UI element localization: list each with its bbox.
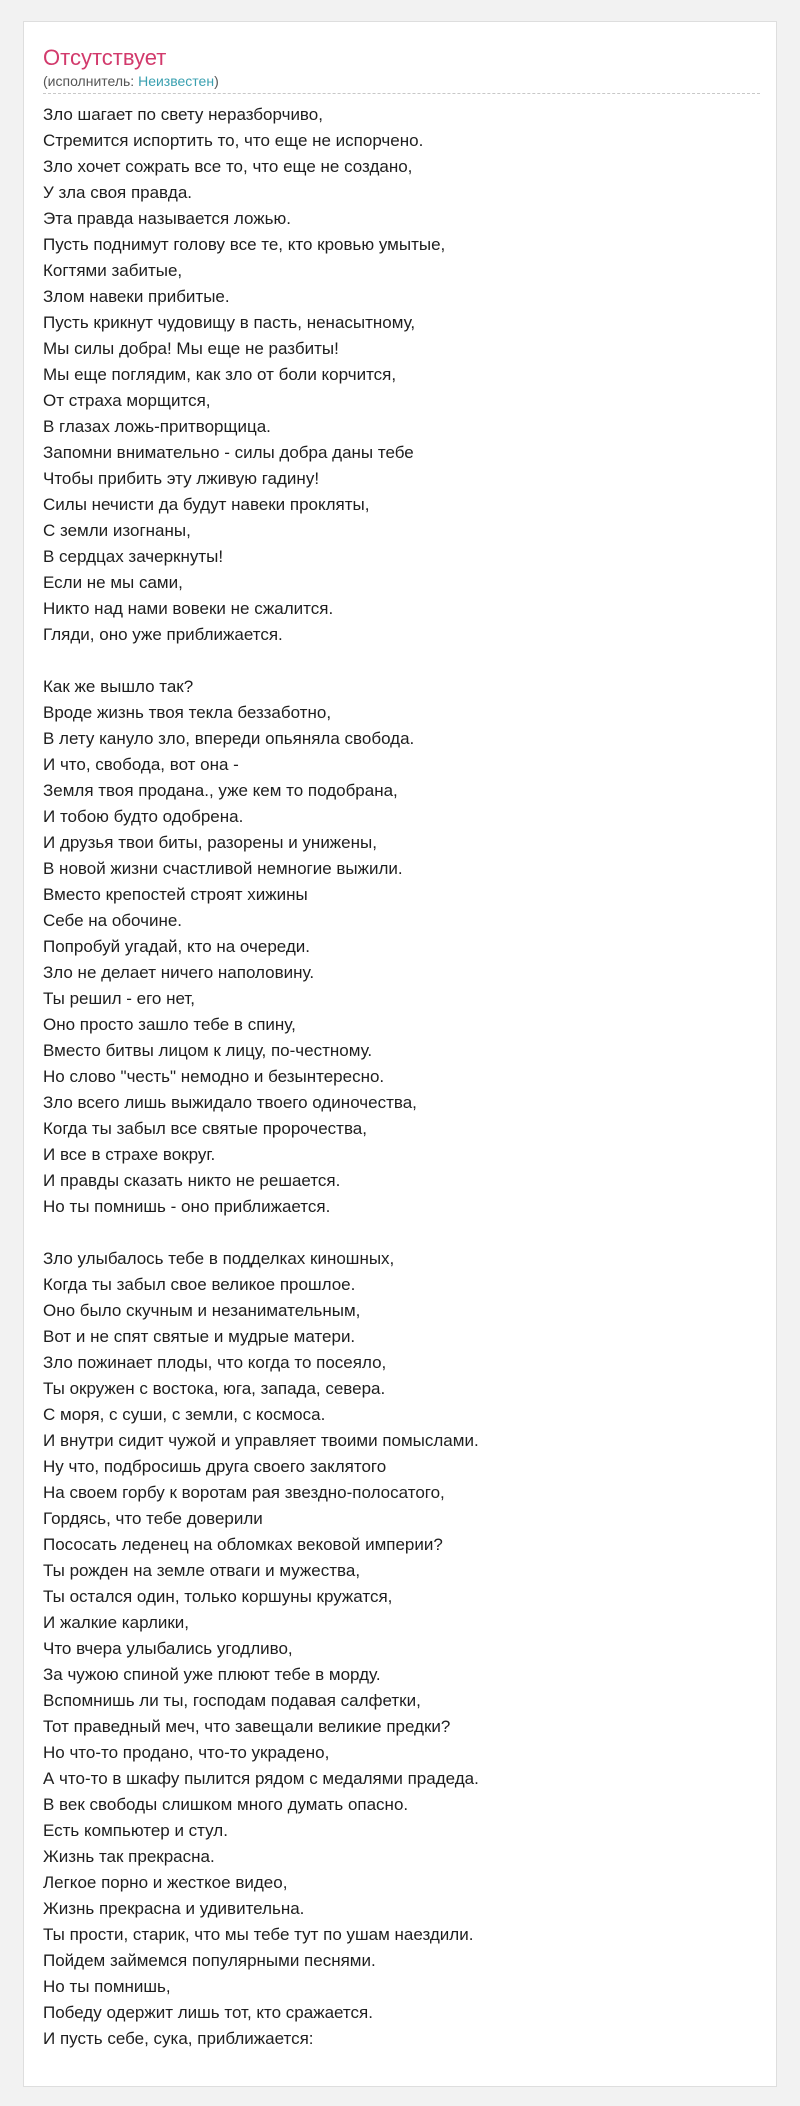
lyric-line: Мы силы добра! Мы еще не разбиты! <box>43 339 339 358</box>
lyric-line: Если не мы сами, <box>43 573 183 592</box>
lyric-line: Когда ты забыл все святые пророчества, <box>43 1119 367 1138</box>
artist-link[interactable]: Неизвестен <box>138 73 215 89</box>
lyric-line: Когтями забитые, <box>43 261 183 280</box>
lyric-line: А что-то в шкафу пылится рядом с медалями прадеда. <box>43 1769 479 1788</box>
lyric-line: Ты прости, старик, что мы тебе тут по ушам наездили. <box>43 1925 474 1944</box>
lyric-line: Эта правда называется ложью. <box>43 209 291 228</box>
lyric-line: Чтобы прибить эту лживую гадину! <box>43 469 320 488</box>
lyric-line: Но ты помнишь - оно приближается. <box>43 1197 331 1216</box>
lyric-line: Как же вышло так? <box>43 677 194 696</box>
lyrics-body <box>43 102 479 2052</box>
lyric-line: И все в страхе вокруг. <box>43 1145 216 1164</box>
lyric-line: Запомни внимательно - силы добра даны тебе <box>43 443 414 462</box>
lyric-line: Жизнь прекрасна и удивительна. <box>43 1899 305 1918</box>
lyric-line: Зло пожинает плоды, что когда то посеяло, <box>43 1353 387 1372</box>
lyric-line: Зло не делает ничего наполовину. <box>43 963 315 982</box>
lyric-line: С моря, с суши, с земли, с космоса. <box>43 1405 326 1424</box>
artist-line <box>43 72 219 90</box>
lyric-line: С земли изогнаны, <box>43 521 191 540</box>
lyric-line: Ты окружен с востока, юга, запада, севера. <box>43 1379 386 1398</box>
lyric-line: Стремится испортить то, что еще не испорчено. <box>43 131 424 150</box>
lyric-line: За чужою спиной уже плюют тебе в морду. <box>43 1665 381 1684</box>
lyric-line: Пойдем займемся популярными песнями. <box>43 1951 376 1970</box>
lyric-line: И жалкие карлики, <box>43 1613 190 1632</box>
header-divider <box>43 93 760 94</box>
lyric-line: Злом навеки прибитые. <box>43 287 230 306</box>
lyric-line: Вот и не спят святые и мудрые матери. <box>43 1327 356 1346</box>
lyric-line: Оно было скучным и незанимательным, <box>43 1301 361 1320</box>
lyric-line: И внутри сидит чужой и управляет твоими помыслами. <box>43 1431 479 1450</box>
song-title: Отсутствует <box>43 45 167 70</box>
lyric-line: Вместо битвы лицом к лицу, по-честному. <box>43 1041 373 1060</box>
lyric-line: И правды сказать никто не решается. <box>43 1171 341 1190</box>
lyric-line: Пососать леденец на обломках вековой империи? <box>43 1535 443 1554</box>
lyric-line: От страха морщится, <box>43 391 211 410</box>
lyric-line: И что, свобода, вот она - <box>43 755 239 774</box>
lyric-line: Ну что, подбросишь друга своего заклятого <box>43 1457 387 1476</box>
lyric-line: Зло шагает по свету неразборчиво, <box>43 105 323 124</box>
lyric-line: В сердцах зачеркнуты! <box>43 547 224 566</box>
lyric-line: Мы еще поглядим, как зло от боли корчится, <box>43 365 397 384</box>
lyric-line: Жизнь так прекрасна. <box>43 1847 215 1866</box>
lyric-line: Есть компьютер и стул. <box>43 1821 228 1840</box>
lyric-line: Зло улыбалось тебе в подделках киношных, <box>43 1249 395 1268</box>
lyric-line: Гордясь, что тебе доверили <box>43 1509 263 1528</box>
lyric-line: Зло всего лишь выжидало твоего одиночества, <box>43 1093 417 1112</box>
artist-prefix: (исполнитель: <box>43 73 139 89</box>
lyric-line: В новой жизни счастливой немногие выжили. <box>43 859 403 878</box>
lyric-line: Вспомнишь ли ты, господам подавая салфетки, <box>43 1691 421 1710</box>
stanza <box>43 102 479 648</box>
lyric-line: Оно просто зашло тебе в спину, <box>43 1015 296 1034</box>
lyric-line: Гляди, оно уже приближается. <box>43 625 283 644</box>
lyric-line: Земля твоя продана., уже кем то подобрана, <box>43 781 398 800</box>
lyric-line: Попробуй угадай, кто на очереди. <box>43 937 311 956</box>
lyric-line: Но что-то продано, что-то украдено, <box>43 1743 330 1762</box>
lyric-line: Но ты помнишь, <box>43 1977 171 1996</box>
lyric-line: Ты рожден на земле отваги и мужества, <box>43 1561 361 1580</box>
lyric-line: Ты решил - его нет, <box>43 989 196 1008</box>
lyric-line: Вроде жизнь твоя текла беззаботно, <box>43 703 332 722</box>
lyric-line: Пусть поднимут голову все те, кто кровью умытые, <box>43 235 446 254</box>
lyric-line: И пусть себе, сука, приближается: <box>43 2029 314 2048</box>
lyric-line: На своем горбу к воротам рая звездно-полосатого, <box>43 1483 445 1502</box>
lyrics-card <box>23 21 777 2087</box>
stanza <box>43 674 479 1220</box>
lyric-line: Себе на обочине. <box>43 911 183 930</box>
lyric-line: Когда ты забыл свое великое прошлое. <box>43 1275 356 1294</box>
lyric-line: В век свободы слишком много думать опасно. <box>43 1795 409 1814</box>
artist-suffix: ) <box>214 73 219 89</box>
lyric-line: И друзья твои биты, разорены и унижены, <box>43 833 377 852</box>
lyric-line: У зла своя правда. <box>43 183 192 202</box>
lyric-line: Зло хочет сожрать все то, что еще не создано, <box>43 157 413 176</box>
lyric-line: Что вчера улыбались угодливо, <box>43 1639 293 1658</box>
lyric-line: Победу одержит лишь тот, кто сражается. <box>43 2003 373 2022</box>
lyric-line: В лету кануло зло, впереди опьяняла свобода. <box>43 729 415 748</box>
lyric-line: Ты остался один, только коршуны кружатся, <box>43 1587 393 1606</box>
lyric-line: Но слово "честь" немодно и безынтересно. <box>43 1067 385 1086</box>
stanza <box>43 1246 479 2052</box>
lyric-line: Силы нечисти да будут навеки прокляты, <box>43 495 370 514</box>
lyric-line: Пусть крикнут чудовищу в пасть, ненасытному, <box>43 313 416 332</box>
lyric-line: В глазах ложь-притворщица. <box>43 417 271 436</box>
lyric-line: Вместо крепостей строят хижины <box>43 885 308 904</box>
lyric-line: Тот праведный меч, что завещали великие предки? <box>43 1717 451 1736</box>
lyric-line: И тобою будто одобрена. <box>43 807 244 826</box>
lyric-line: Никто над нами вовеки не сжалится. <box>43 599 334 618</box>
lyric-line: Легкое порно и жесткое видео, <box>43 1873 288 1892</box>
